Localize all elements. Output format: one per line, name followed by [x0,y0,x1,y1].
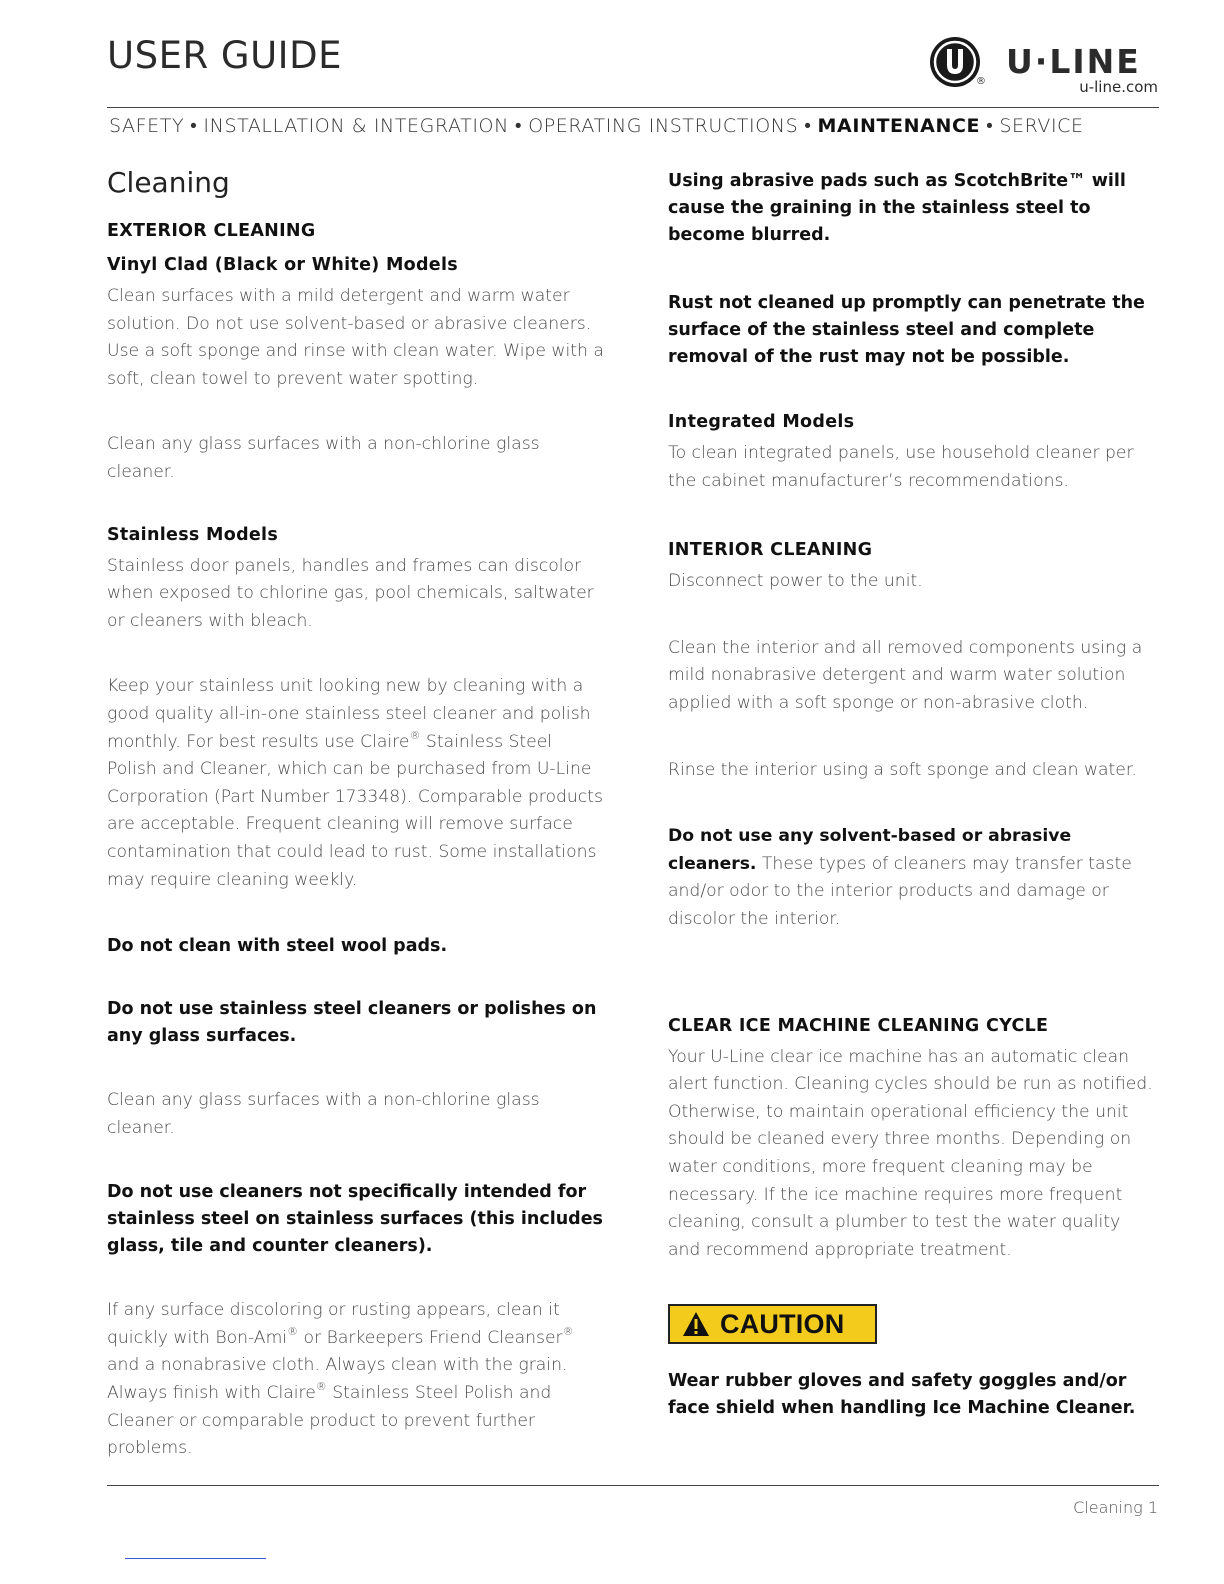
nav-item-installation[interactable]: INSTALLATION & INTEGRATION [203,115,509,137]
nav-item-operating[interactable]: OPERATING INSTRUCTIONS [528,115,799,137]
ice-machine-heading: CLEAR ICE MACHINE CLEANING CYCLE [668,1015,1049,1036]
glass-cleaner-paragraph: Clean any glass surfaces with a non-chlorine glass cleaner. [107,1090,540,1138]
integrated-paragraph: To clean integrated panels, use household cleaner per the cabinet manufacturer’s recommendations. [668,443,1134,491]
footer-link-underline[interactable] [125,1558,266,1559]
registered-mark: ® [976,76,986,87]
stainless-models-heading: Stainless Models [107,524,279,545]
footer-divider [107,1485,1159,1486]
interior-solvent-warning: Do not use any solvent-based or abrasive cleaners. These types of cleaners may transfer taste and/or odor to the interior products and damage or discolor the interior. [668,826,1132,929]
glass-polish-warning: Do not use stainless steel cleaners or polishes on any glass surfaces. [107,999,597,1047]
caution-text: CAUTION [720,1308,845,1339]
exterior-cleaning-heading: EXTERIOR CLEANING [107,221,316,241]
page-title: USER GUIDE [107,34,342,77]
page-number: Cleaning 1 [1073,1498,1158,1517]
ice-machine-paragraph: Your U-Line clear ice machine has an automatic clean alert function. Cleaning cycles should be run as notified. Otherwise, to maintain operational efficiency the unit should be cleaned every three months. Depending on water conditions, more frequent cleaning may be necessary. If the ice machine requires more frequent cleaning, consult a plumber to test the water quality and recommend appropriate treatment. [668,1046,1153,1260]
protective-gear-warning: Wear rubber gloves and safety goggles and/or face shield when handling Ice Machine Cleaner. [668,1371,1136,1419]
nav-item-maintenance[interactable]: MAINTENANCE [817,115,981,137]
caution-label [668,1304,877,1344]
steel-wool-warning: Do not clean with steel wool pads. [107,936,448,957]
nav-separator: • [804,115,812,137]
website-link[interactable]: u-line.com [1079,78,1158,96]
nav-item-safety[interactable]: SAFETY [109,115,185,137]
warning-triangle-icon [682,1311,710,1337]
interior-cleaning-heading: INTERIOR CLEANING [668,540,873,561]
vinyl-paragraph: Clean surfaces with a mild detergent and warm water solution. Do not use solvent-based or abrasive cleaners. Use a soft sponge and rinse with clean water. Wipe with a soft, clean towel to prevent water spotting. [107,286,604,389]
integrated-models-heading: Integrated Models [668,412,855,432]
stainless-discolor-paragraph: Stainless door panels, handles and frames can discolor when exposed to chlorine gas, pool chemicals, saltwater or cleaners with bleach. [107,555,594,631]
stainless-care-paragraph: Keep your stainless unit looking new by cleaning with a good quality all-in-one stainless steel cleaner and polish monthly. For best results use Claire® Stainless Steel Polish and Cleaner, which can be purchased from U-Line Corporation (Part Number 173348). Comparable products are acceptable. Frequent cleaning will remove surface contamination that could lead to rust. Some installations may require cleaning weekly. [107,676,603,890]
nav-separator: • [514,115,523,137]
header-divider [107,107,1159,108]
left-column [107,166,607,1463]
nav-item-service[interactable]: SERVICE [999,115,1084,137]
interior-clean-paragraph: Clean the interior and all removed components using a mild nonabrasive detergent and warm water solution applied with a soft sponge or non-abrasive cloth. [668,637,1143,713]
rust-paragraph: If any surface discoloring or rusting appears, clean it quickly with Bon-Ami® or Barkeepers Friend Cleanser® and a nonabrasive cloth. Always clean with the grain. Always finish with Claire® Stainless Steel Polish and Cleaner or comparable product to prevent further problems. [107,1300,574,1459]
disconnect-power-paragraph: Disconnect power to the unit. [668,571,923,592]
interior-rinse-paragraph: Rinse the interior using a soft sponge and clean water. [668,759,1137,780]
nav-separator: • [190,115,198,137]
vinyl-models-heading: Vinyl Clad (Black or White) Models [107,255,458,275]
brand-wordmark: U·LINE [1006,42,1141,81]
rust-penetration-warning: Rust not cleaned up promptly can penetrate the surface of the stainless steel and complete removal of the rust may not be possible. [668,293,1145,367]
brand-logo[interactable] [928,34,1160,96]
vinyl-glass-paragraph: Clean any glass surfaces with a non-chlorine glass cleaner. [107,434,540,482]
nav-separator: • [986,115,994,137]
non-stainless-cleaner-warning: Do not use cleaners not specifically intended for stainless steel on stainless surfaces (this includes glass, tile and counter cleaners). [107,1182,603,1257]
right-column [668,168,1168,1422]
section-nav [109,115,1084,138]
abrasive-pad-warning: Using abrasive pads such as ScotchBrite™ will cause the graining in the stainless steel to become blurred. [668,171,1126,245]
section-title: Cleaning [107,166,230,199]
